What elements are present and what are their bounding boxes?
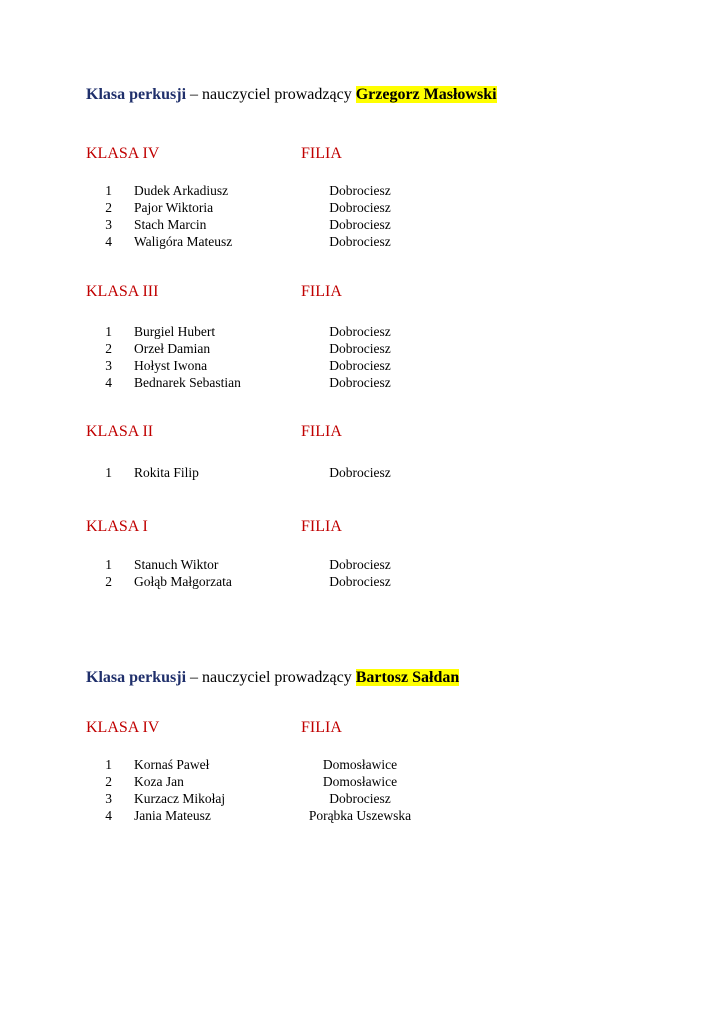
branch-header: FILIA (301, 423, 342, 440)
student-branch: Domosławice (322, 774, 398, 789)
student-branch: Domosławice (322, 757, 398, 772)
student-branch: Dobrociesz (329, 358, 391, 373)
student-name: Dudek Arkadiusz (134, 183, 229, 198)
class-label: KLASA III (86, 283, 159, 300)
student-name: Kornaś Paweł (134, 757, 210, 772)
student-number: 3 (105, 358, 112, 373)
student-row (0, 465, 725, 482)
student-row (0, 358, 725, 375)
student-branch: Dobrociesz (329, 341, 391, 356)
class-label: KLASA IV (86, 719, 160, 736)
student-branch: Dobrociesz (329, 557, 391, 572)
subject-label: Klasa perkusji (86, 86, 191, 103)
branch-header: FILIA (301, 145, 342, 162)
student-number: 4 (105, 234, 112, 249)
student-name: Jania Mateusz (134, 808, 211, 823)
student-row (0, 574, 725, 591)
student-branch: Dobrociesz (329, 324, 391, 339)
student-row (0, 757, 725, 774)
class-header (86, 145, 486, 167)
student-number: 2 (105, 341, 112, 356)
student-number: 1 (105, 465, 112, 480)
student-name: Burgiel Hubert (134, 324, 216, 339)
teacher-name: Grzegorz Masłowski (355, 86, 497, 103)
student-row (0, 774, 725, 791)
student-branch: Dobrociesz (329, 183, 391, 198)
branch-header: FILIA (301, 518, 342, 535)
student-branch: Dobrociesz (329, 234, 391, 249)
subject-label: Klasa perkusji (86, 669, 187, 686)
student-number: 1 (105, 557, 112, 572)
student-number: 2 (105, 574, 112, 589)
teacher-caption: – nauczyciel prowadzący (186, 669, 356, 686)
student-name: Bednarek Sebastian (134, 375, 241, 390)
student-number: 1 (105, 324, 112, 339)
section-title (86, 86, 497, 104)
student-branch: Dobrociesz (329, 574, 391, 589)
student-number: 2 (105, 774, 112, 789)
class-header (86, 283, 486, 305)
student-row (0, 200, 725, 217)
class-label: KLASA I (86, 518, 148, 535)
student-number: 2 (105, 200, 112, 215)
branch-header: FILIA (301, 719, 342, 736)
student-branch: Dobrociesz (329, 791, 391, 806)
student-number: 3 (105, 791, 112, 806)
student-name: Hołyst Iwona (134, 358, 208, 373)
student-name: Orzeł Damian (134, 341, 211, 356)
class-label: KLASA II (86, 423, 154, 440)
student-row (0, 791, 725, 808)
student-row (0, 557, 725, 574)
student-row (0, 341, 725, 358)
class-label: KLASA IV (86, 145, 160, 162)
class-header (86, 518, 486, 540)
student-branch: Dobrociesz (329, 375, 391, 390)
student-name: Stanuch Wiktor (134, 557, 219, 572)
student-branch: Dobrociesz (329, 217, 391, 232)
student-name: Rokita Filip (134, 465, 199, 480)
student-name: Kurzacz Mikołaj (134, 791, 226, 806)
student-number: 4 (105, 808, 112, 823)
student-number: 3 (105, 217, 112, 232)
student-row (0, 217, 725, 234)
student-branch: Dobrociesz (329, 465, 391, 480)
student-row (0, 234, 725, 251)
teacher-name: Bartosz Sałdan (355, 669, 460, 686)
student-row (0, 183, 725, 200)
class-header (86, 719, 486, 741)
branch-header: FILIA (301, 283, 342, 300)
student-name: Koza Jan (134, 774, 184, 789)
student-name: Waligóra Mateusz (134, 234, 233, 249)
student-row (0, 808, 725, 825)
student-number: 1 (105, 757, 112, 772)
class-header (86, 423, 486, 445)
student-number: 1 (105, 183, 112, 198)
student-row (0, 324, 725, 341)
student-name: Gołąb Małgorzata (134, 574, 232, 589)
student-branch: Dobrociesz (329, 200, 391, 215)
section-title (86, 669, 459, 687)
student-row (0, 375, 725, 392)
teacher-caption: – nauczyciel prowadzący (190, 86, 356, 103)
student-branch: Porąbka Uszewska (308, 808, 412, 823)
student-name: Pajor Wiktoria (134, 200, 214, 215)
student-name: Stach Marcin (134, 217, 207, 232)
student-number: 4 (105, 375, 112, 390)
